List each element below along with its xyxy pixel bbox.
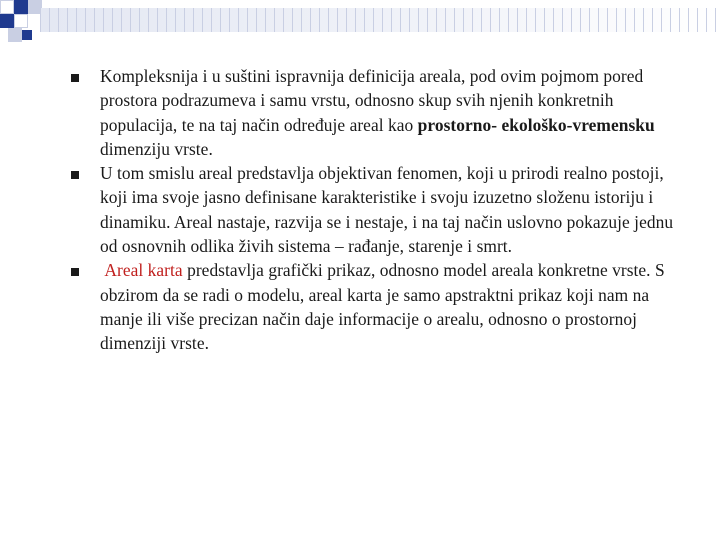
bullet-text-end: dimenziju vrste. [100,138,213,159]
square-bullet-icon [71,74,79,82]
bullet-text-main: Kompleksnija i u suštini ispravnija definicija areala, pod ovim pojmom pored prostora podrazumeva i samu vrstu, odnosno skup svih njenih konkretnih populacija, te na taj način određuje areal kao [100,66,644,135]
bullet-text-main: predstavlja grafički prikaz, odnosno model areala konkretne vrste. S obzirom da se radi o modelu, areal karta je samo apstraktni prikaz koji nam na manje ili više precizan način daje informacije o arealu, odnosno o prostornoj dimenziji vrste. [100,260,665,354]
bullet-text-main: U tom smislu areal predstavlja objektivan fenomen, koji u prirodi realno postoji, koji ima svoje jasno definisane karakteristike i svoju izuzetno složenu istoriju i dinamiku. Areal nastaje, razvija se i nestaje, i na taj način uslovno pokazuje jednu od osnovnih odlika živih sistema – rađanje, starenje i smrt. [100,163,674,257]
bullet-item [62,161,682,258]
decor-square-blue [0,14,14,28]
header-grid-band [40,8,720,32]
decor-square-white [0,0,14,14]
square-bullet-icon [71,268,79,276]
bullet-text [100,161,682,258]
bullet-item [62,64,682,161]
bold-phrase: prostorno- ekološko-vremensku [417,114,655,135]
decor-square-light [8,28,22,42]
square-bullet-icon [71,171,79,179]
highlighted-term: Areal karta [104,260,183,281]
decor-square-blue [22,30,32,40]
bullet-text [100,64,682,161]
decor-square-white [14,14,28,28]
decor-square-blue [14,0,28,14]
bullet-list [62,64,682,356]
header-decoration [0,0,720,48]
bullet-item [62,258,682,355]
bullet-text [100,258,682,355]
slide-content [62,64,682,356]
